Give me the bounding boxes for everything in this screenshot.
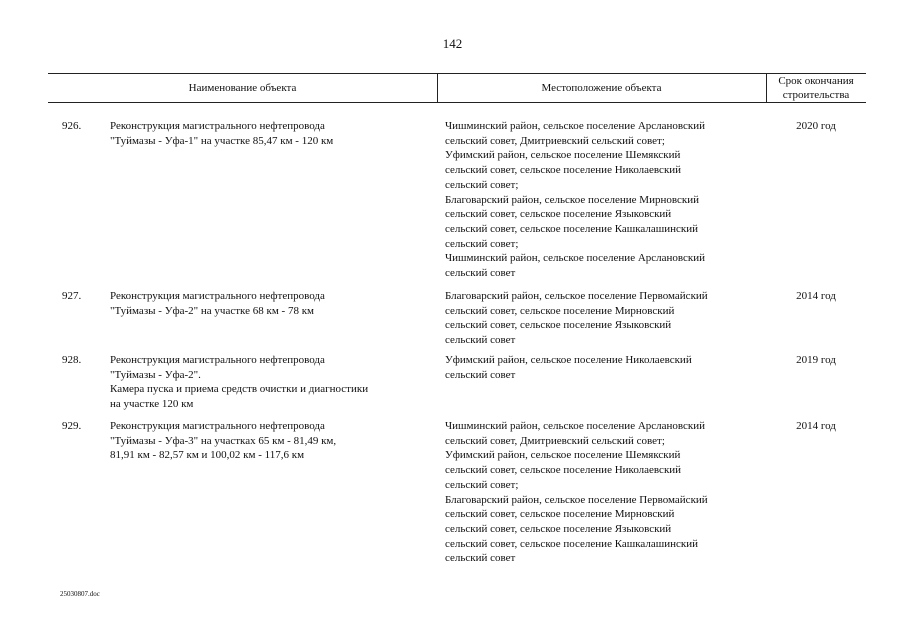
location-line: сельский совет, сельское поселение Кашкалашинский bbox=[445, 222, 699, 235]
row-number: 926. bbox=[62, 120, 82, 132]
object-name-line: 81,91 км - 82,57 км и 100,02 км - 117,6 км bbox=[110, 449, 305, 462]
object-name-line: "Туймазы - Уфа-2" на участке 68 км - 78 км bbox=[110, 304, 315, 317]
object-name-line: Реконструкция магистрального нефтепровода bbox=[110, 354, 325, 366]
object-name-line: "Туймазы - Уфа-3" на участках 65 км - 81,49 км, bbox=[110, 434, 337, 447]
location-line: сельский совет, сельское поселение Языковский bbox=[445, 208, 672, 221]
column-header-name: Наименование объекта bbox=[188, 82, 297, 94]
location-line: Чишминский район, сельское поселение Арслановский bbox=[445, 252, 706, 265]
location-line: сельский совет bbox=[445, 334, 516, 347]
object-location bbox=[445, 353, 763, 382]
completion-year: 2019 год bbox=[796, 354, 836, 366]
row-number: 929. bbox=[62, 420, 82, 432]
object-name bbox=[110, 119, 430, 148]
page-number: 142 bbox=[442, 36, 463, 51]
document-filename: 25030807.doc bbox=[60, 590, 100, 598]
object-location bbox=[445, 119, 763, 281]
completion-year: 2014 год bbox=[796, 290, 836, 302]
location-line: сельский совет, сельское поселение Мирновский bbox=[445, 304, 675, 317]
location-line: Благоварский район, сельское поселение Первомайский bbox=[445, 493, 708, 506]
object-location bbox=[445, 289, 763, 348]
location-line: сельский совет bbox=[445, 552, 516, 565]
column-header-deadline-line1: Срок окончания bbox=[778, 75, 854, 87]
column-header-deadline bbox=[766, 74, 866, 102]
location-line: сельский совет, сельское поселение Николаевский bbox=[445, 164, 682, 177]
location-line: сельский совет; bbox=[445, 237, 519, 250]
location-line: сельский совет, сельское поселение Языковский bbox=[445, 522, 672, 535]
object-name bbox=[110, 419, 430, 463]
row-number: 927. bbox=[62, 290, 82, 302]
location-line: сельский совет bbox=[445, 368, 516, 381]
location-line: Благоварский район, сельское поселение Мирновский bbox=[445, 193, 699, 206]
location-line: Уфимский район, сельское поселение Шемякский bbox=[445, 149, 681, 162]
location-line: Уфимский район, сельское поселение Шемякский bbox=[445, 449, 681, 462]
table-header-bottom-rule bbox=[48, 102, 866, 103]
object-name bbox=[110, 353, 430, 412]
object-name-line: "Туймазы - Уфа-1" на участке 85,47 км - 120 км bbox=[110, 134, 334, 147]
completion-year: 2014 год bbox=[796, 420, 836, 432]
object-name bbox=[110, 289, 430, 318]
object-location bbox=[445, 419, 763, 566]
object-name-line: "Туймазы - Уфа-2". bbox=[110, 368, 201, 381]
object-name-line: Камера пуска и приема средств очистки и диагностики bbox=[110, 383, 369, 396]
location-line: сельский совет, сельское поселение Кашкалашинский bbox=[445, 537, 699, 550]
location-line: сельский совет, сельское поселение Мирновский bbox=[445, 508, 675, 521]
location-line: Чишминский район, сельское поселение Арслановский bbox=[445, 120, 706, 132]
location-line: Чишминский район, сельское поселение Арслановский bbox=[445, 420, 706, 432]
completion-year: 2020 год bbox=[796, 120, 836, 132]
location-line: сельский совет, Дмитриевский сельский совет; bbox=[445, 134, 665, 147]
location-line: сельский совет, сельское поселение Языковский bbox=[445, 319, 672, 332]
location-line: Уфимский район, сельское поселение Николаевский bbox=[445, 354, 692, 366]
column-header-deadline-line2: строительства bbox=[782, 89, 850, 101]
location-line: сельский совет; bbox=[445, 478, 519, 491]
object-name-line: Реконструкция магистрального нефтепровода bbox=[110, 290, 325, 302]
location-line: сельский совет, сельское поселение Николаевский bbox=[445, 464, 682, 477]
location-line: сельский совет, Дмитриевский сельский совет; bbox=[445, 434, 665, 447]
row-number: 928. bbox=[62, 354, 82, 366]
location-line: сельский совет; bbox=[445, 178, 519, 191]
object-name-line: на участке 120 км bbox=[110, 398, 194, 411]
location-line: сельский совет bbox=[445, 267, 516, 280]
table-top-rule bbox=[48, 73, 866, 74]
location-line: Благоварский район, сельское поселение Первомайский bbox=[445, 290, 708, 302]
object-name-line: Реконструкция магистрального нефтепровода bbox=[110, 420, 325, 432]
column-header-location: Местоположение объекта bbox=[541, 82, 662, 94]
object-name-line: Реконструкция магистрального нефтепровода bbox=[110, 120, 325, 132]
